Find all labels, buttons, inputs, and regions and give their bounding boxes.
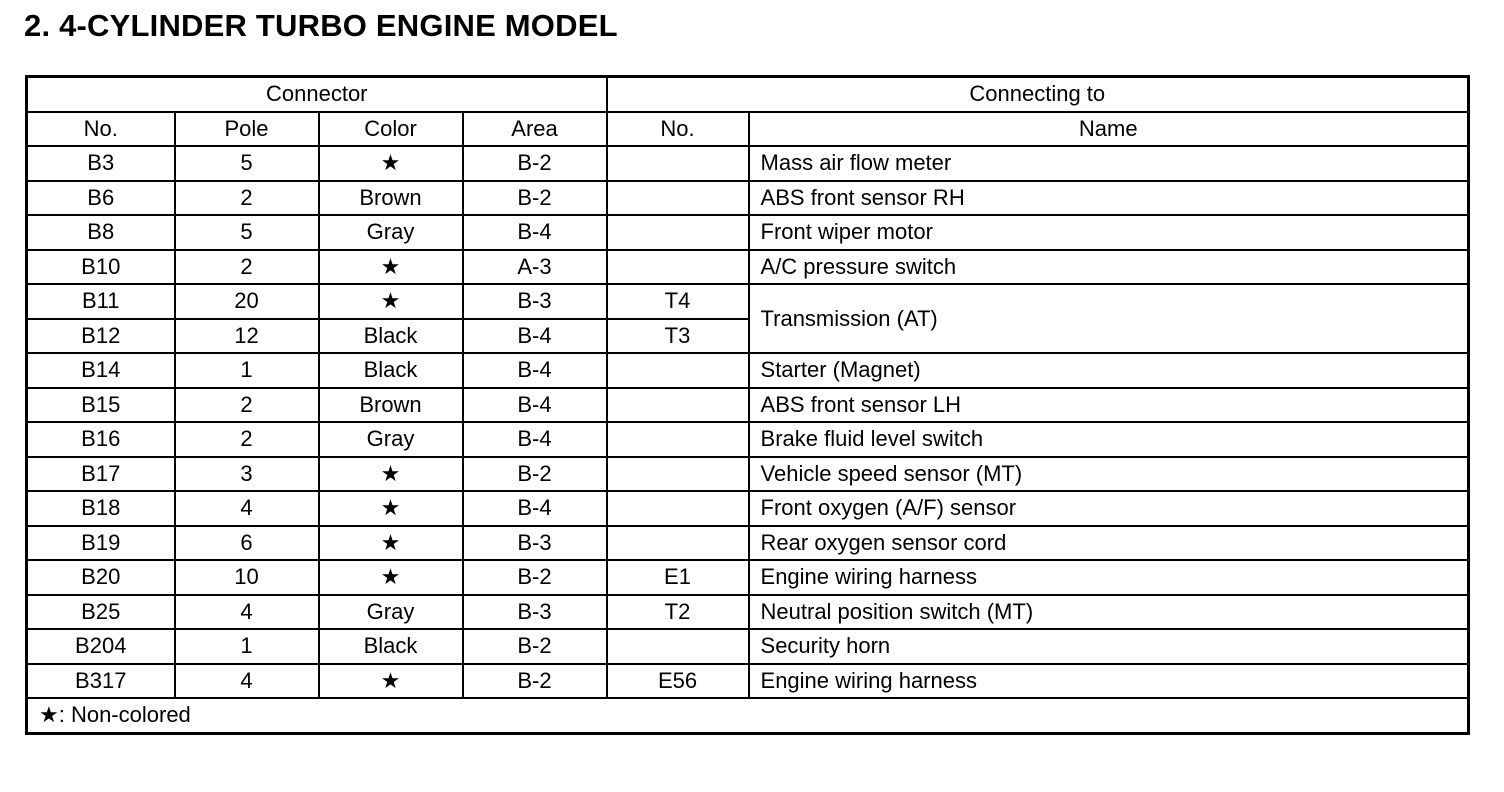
table-row — [27, 284, 1469, 319]
cell-area: B-3 — [463, 595, 607, 630]
cell-color: Black — [319, 629, 463, 664]
cell-no: B317 — [27, 664, 175, 699]
col-header-area: Area — [463, 112, 607, 147]
cell-no: B25 — [27, 595, 175, 630]
cell-color: ★ — [319, 491, 463, 526]
cell-color: Brown — [319, 181, 463, 216]
cell-no: B204 — [27, 629, 175, 664]
cell-name: Front oxygen (A/F) sensor — [749, 491, 1469, 526]
cell-area: B-2 — [463, 146, 607, 181]
connector-table — [25, 75, 1470, 735]
cell-name: Engine wiring harness — [749, 560, 1469, 595]
cell-color: Gray — [319, 422, 463, 457]
table-row — [27, 388, 1469, 423]
cell-no: B11 — [27, 284, 175, 319]
col-header-connecting-no: No. — [607, 112, 749, 147]
cell-area: B-2 — [463, 560, 607, 595]
cell-color: Brown — [319, 388, 463, 423]
table-row — [27, 146, 1469, 181]
cell-connecting-no: E1 — [607, 560, 749, 595]
table-row — [27, 422, 1469, 457]
cell-area: B-2 — [463, 664, 607, 699]
cell-pole: 2 — [175, 250, 319, 285]
cell-color: ★ — [319, 250, 463, 285]
cell-area: B-2 — [463, 629, 607, 664]
cell-connecting-no: T2 — [607, 595, 749, 630]
table-row — [27, 560, 1469, 595]
cell-color: ★ — [319, 457, 463, 492]
cell-connecting-no — [607, 250, 749, 285]
cell-color: ★ — [319, 146, 463, 181]
cell-connecting-no — [607, 629, 749, 664]
cell-name: A/C pressure switch — [749, 250, 1469, 285]
col-header-pole: Pole — [175, 112, 319, 147]
cell-area: B-4 — [463, 353, 607, 388]
connecting-to-group-header: Connecting to — [607, 77, 1469, 112]
cell-pole: 3 — [175, 457, 319, 492]
cell-no: B16 — [27, 422, 175, 457]
cell-name: ABS front sensor RH — [749, 181, 1469, 216]
cell-connecting-no — [607, 181, 749, 216]
group-header-row — [27, 77, 1469, 112]
cell-no: B14 — [27, 353, 175, 388]
cell-area: B-2 — [463, 181, 607, 216]
cell-pole: 6 — [175, 526, 319, 561]
cell-pole: 5 — [175, 146, 319, 181]
cell-pole: 1 — [175, 629, 319, 664]
cell-connecting-no — [607, 353, 749, 388]
cell-pole: 5 — [175, 215, 319, 250]
cell-color: ★ — [319, 284, 463, 319]
cell-no: B20 — [27, 560, 175, 595]
cell-name: Transmission (AT) — [749, 284, 1469, 353]
cell-area: B-3 — [463, 526, 607, 561]
connector-group-header: Connector — [27, 77, 607, 112]
table-row — [27, 250, 1469, 285]
cell-no: B19 — [27, 526, 175, 561]
cell-pole: 4 — [175, 595, 319, 630]
cell-area: A-3 — [463, 250, 607, 285]
column-header-row — [27, 112, 1469, 147]
cell-area: B-4 — [463, 319, 607, 354]
cell-name: Brake fluid level switch — [749, 422, 1469, 457]
cell-color: ★ — [319, 560, 463, 595]
cell-area: B-3 — [463, 284, 607, 319]
cell-no: B18 — [27, 491, 175, 526]
cell-area: B-2 — [463, 457, 607, 492]
cell-connecting-no: T4 — [607, 284, 749, 319]
cell-area: B-4 — [463, 215, 607, 250]
cell-connecting-no — [607, 146, 749, 181]
cell-color: Gray — [319, 595, 463, 630]
cell-name: Security horn — [749, 629, 1469, 664]
cell-name: Vehicle speed sensor (MT) — [749, 457, 1469, 492]
cell-name: Neutral position switch (MT) — [749, 595, 1469, 630]
cell-color: ★ — [319, 664, 463, 699]
table-row — [27, 491, 1469, 526]
cell-connecting-no: E56 — [607, 664, 749, 699]
cell-no: B6 — [27, 181, 175, 216]
page-title: 2. 4-CYLINDER TURBO ENGINE MODEL — [24, 8, 618, 43]
cell-color: Gray — [319, 215, 463, 250]
cell-name: Mass air flow meter — [749, 146, 1469, 181]
cell-color: Black — [319, 319, 463, 354]
cell-pole: 10 — [175, 560, 319, 595]
table-row — [27, 353, 1469, 388]
cell-pole: 20 — [175, 284, 319, 319]
cell-connecting-no: T3 — [607, 319, 749, 354]
cell-pole: 12 — [175, 319, 319, 354]
col-header-color: Color — [319, 112, 463, 147]
cell-no: B15 — [27, 388, 175, 423]
cell-area: B-4 — [463, 491, 607, 526]
cell-no: B3 — [27, 146, 175, 181]
cell-no: B12 — [27, 319, 175, 354]
footnote-row — [27, 698, 1469, 733]
cell-pole: 1 — [175, 353, 319, 388]
cell-pole: 4 — [175, 491, 319, 526]
cell-connecting-no — [607, 388, 749, 423]
table-row — [27, 595, 1469, 630]
cell-name: Rear oxygen sensor cord — [749, 526, 1469, 561]
cell-name: ABS front sensor LH — [749, 388, 1469, 423]
cell-connecting-no — [607, 491, 749, 526]
cell-no: B17 — [27, 457, 175, 492]
col-header-no: No. — [27, 112, 175, 147]
cell-pole: 2 — [175, 422, 319, 457]
cell-name: Front wiper motor — [749, 215, 1469, 250]
cell-connecting-no — [607, 422, 749, 457]
cell-pole: 2 — [175, 181, 319, 216]
col-header-name: Name — [749, 112, 1469, 147]
cell-connecting-no — [607, 457, 749, 492]
table-row — [27, 457, 1469, 492]
cell-connecting-no — [607, 215, 749, 250]
cell-pole: 4 — [175, 664, 319, 699]
table-row — [27, 526, 1469, 561]
cell-connecting-no — [607, 526, 749, 561]
cell-color: ★ — [319, 526, 463, 561]
cell-pole: 2 — [175, 388, 319, 423]
cell-name: Starter (Magnet) — [749, 353, 1469, 388]
table-row — [27, 181, 1469, 216]
footnote: ★: Non-colored — [27, 698, 1469, 733]
table-row — [27, 664, 1469, 699]
cell-no: B10 — [27, 250, 175, 285]
cell-no: B8 — [27, 215, 175, 250]
table-row — [27, 215, 1469, 250]
cell-color: Black — [319, 353, 463, 388]
table-row — [27, 629, 1469, 664]
cell-area: B-4 — [463, 388, 607, 423]
cell-area: B-4 — [463, 422, 607, 457]
cell-name: Engine wiring harness — [749, 664, 1469, 699]
